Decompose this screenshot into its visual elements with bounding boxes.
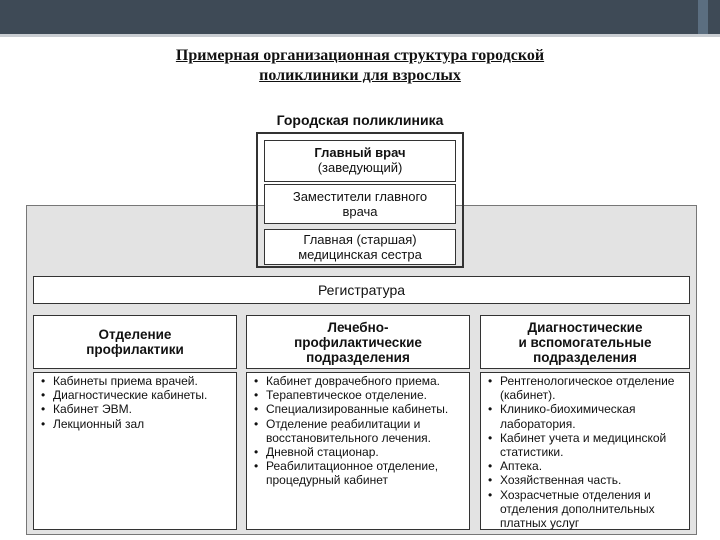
- list-item: • Кабинет ЭВМ.: [40, 402, 232, 416]
- chief-doctor-sublabel: (заведующий): [317, 160, 403, 175]
- list-item: • Хозяйственная часть.: [487, 473, 685, 487]
- prevention-department-list: [33, 372, 237, 530]
- deputies-box: [264, 184, 456, 224]
- list-item: • Хозрасчетные отделения и отделения дополнительных платных услуг: [487, 488, 685, 531]
- list-item: • Дневной стационар.: [253, 445, 465, 459]
- chief-doctor-label: Главный врач: [314, 145, 406, 160]
- banner-divider: [0, 34, 720, 37]
- head-nurse-box: [264, 229, 456, 265]
- slide-title: [60, 46, 660, 86]
- list-item: • Специализированные кабинеты.: [253, 402, 465, 416]
- list-item: • Кабинет учета и медицинской статистики.: [487, 431, 685, 459]
- treatment-units-header: [246, 315, 470, 369]
- column-3-head-line3: подразделения: [533, 349, 637, 365]
- head-nurse-label-line1: Главная (старшая): [303, 232, 417, 247]
- list-item: • Терапевтическое отделение.: [253, 388, 465, 402]
- treatment-units-list: [246, 372, 470, 530]
- list-item: • Клинико-биохимическая лаборатория.: [487, 402, 685, 430]
- list-item: • Аптека.: [487, 459, 685, 473]
- deputies-label-line1: Заместители главного: [292, 189, 428, 204]
- chief-doctor-box: [264, 140, 456, 182]
- registry-box: Регистратура: [33, 276, 690, 304]
- column-2-head-line2: профилактические: [294, 334, 422, 350]
- column-3-head-line1: Диагностические: [527, 319, 643, 335]
- top-banner: [0, 0, 720, 34]
- column-2-head-line1: Лечебно-: [327, 319, 389, 335]
- diagnostic-units-header: [480, 315, 690, 369]
- list-item: • Реабилитационное отделение, процедурный кабинет: [253, 459, 465, 487]
- list-item: • Лекционный зал: [40, 417, 232, 431]
- slide-title-line1: Примерная организационная структура городской: [175, 47, 545, 64]
- list-item: • Отделение реабилитации и восстановительного лечения.: [253, 417, 465, 445]
- slide-title-line2: поликлиники для взрослых: [259, 67, 461, 84]
- column-1-head-line1: Отделение: [98, 327, 172, 342]
- column-2-head-line3: подразделения: [306, 349, 410, 365]
- clinic-name: Городская поликлиника: [276, 112, 444, 128]
- banner-accent: [698, 0, 708, 34]
- list-item: • Кабинет доврачебного приема.: [253, 374, 465, 388]
- column-3-head-line2: и вспомогательные: [518, 334, 652, 350]
- list-item: • Рентгенологическое отделение (кабинет).: [487, 374, 685, 402]
- column-1-head-line2: профилактики: [86, 342, 184, 357]
- head-nurse-label-line2: медицинская сестра: [298, 247, 422, 262]
- list-item: • Диагностические кабинеты.: [40, 388, 232, 402]
- list-item: • Кабинеты приема врачей.: [40, 374, 232, 388]
- prevention-department-header: [33, 315, 237, 369]
- deputies-label-line2: врача: [342, 204, 378, 219]
- diagnostic-units-list: [480, 372, 690, 530]
